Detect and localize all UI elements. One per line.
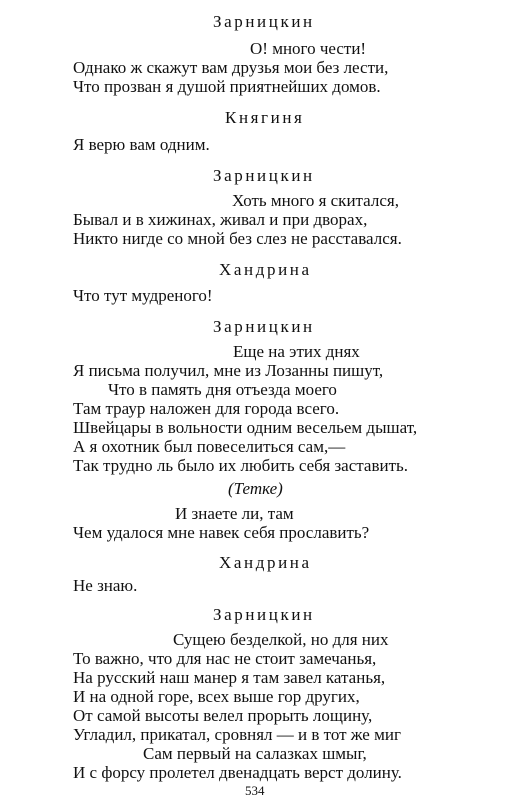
speaker-name: Зарницкин [213,605,315,624]
verse-line: Бывал и в хижинах, живал и при дворах, [73,210,368,229]
verse-line: О! много чести! [250,39,367,58]
stage-direction: (Тетке) [228,479,283,498]
speaker-name: Зарницкин [213,12,315,31]
verse-line: На русский наш манер я там завел катанья, [73,668,386,687]
verse-line: То важно, что для нас не стоит замечанья, [73,649,377,668]
verse-line: Что прозван я душой приятнейших домов. [73,77,381,96]
verse-line: Я письма получил, мне из Лозанны пишут, [73,361,384,380]
verse-line: И на одной горе, всех выше гор других, [73,687,360,706]
verse-line: От самой высоты велел прорыть лощину, [73,706,373,725]
verse-line: Никто нигде со мной без слез не расставался. [73,229,402,248]
speaker-name: Зарницкин [213,166,315,185]
speaker-name: Хандрина [219,260,312,279]
verse-line: Угладил, прикатал, сровнял — и в тот же миг [73,725,401,744]
verse-line: Сам первый на салазках шмыг, [143,744,367,763]
verse-line: Там траур наложен для города всего. [73,399,340,418]
verse-line: Однако ж скажут вам друзья мои без лести, [73,58,389,77]
verse-line: Сущею безделкой, но для них [173,630,389,649]
verse-line: Что тут мудреного! [73,286,213,305]
speaker-name: Зарницкин [213,317,315,336]
verse-line: Чем удалося мне навек себя прославить? [73,523,370,542]
verse-line: Еще на этих днях [233,342,360,361]
speaker-name: Хандрина [219,553,312,572]
speaker-name: Княгиня [225,108,305,127]
page-number: 534 [245,783,265,798]
verse-line: Хоть много я скитался, [232,191,399,210]
verse-line: Я верю вам одним. [73,135,210,154]
verse-line: И знаете ли, там [175,504,294,523]
verse-line: Что в память дня отъезда моего [108,380,337,399]
verse-line: И с форсу пролетел двенадцать верст долину. [73,763,402,782]
verse-line: А я охотник был повеселиться сам,— [73,437,346,456]
verse-line: Не знаю. [73,576,138,595]
verse-line: Швейцары в вольности одним весельем дышат, [73,418,418,437]
verse-line: Так трудно ль было их любить себя заставить. [73,456,408,475]
